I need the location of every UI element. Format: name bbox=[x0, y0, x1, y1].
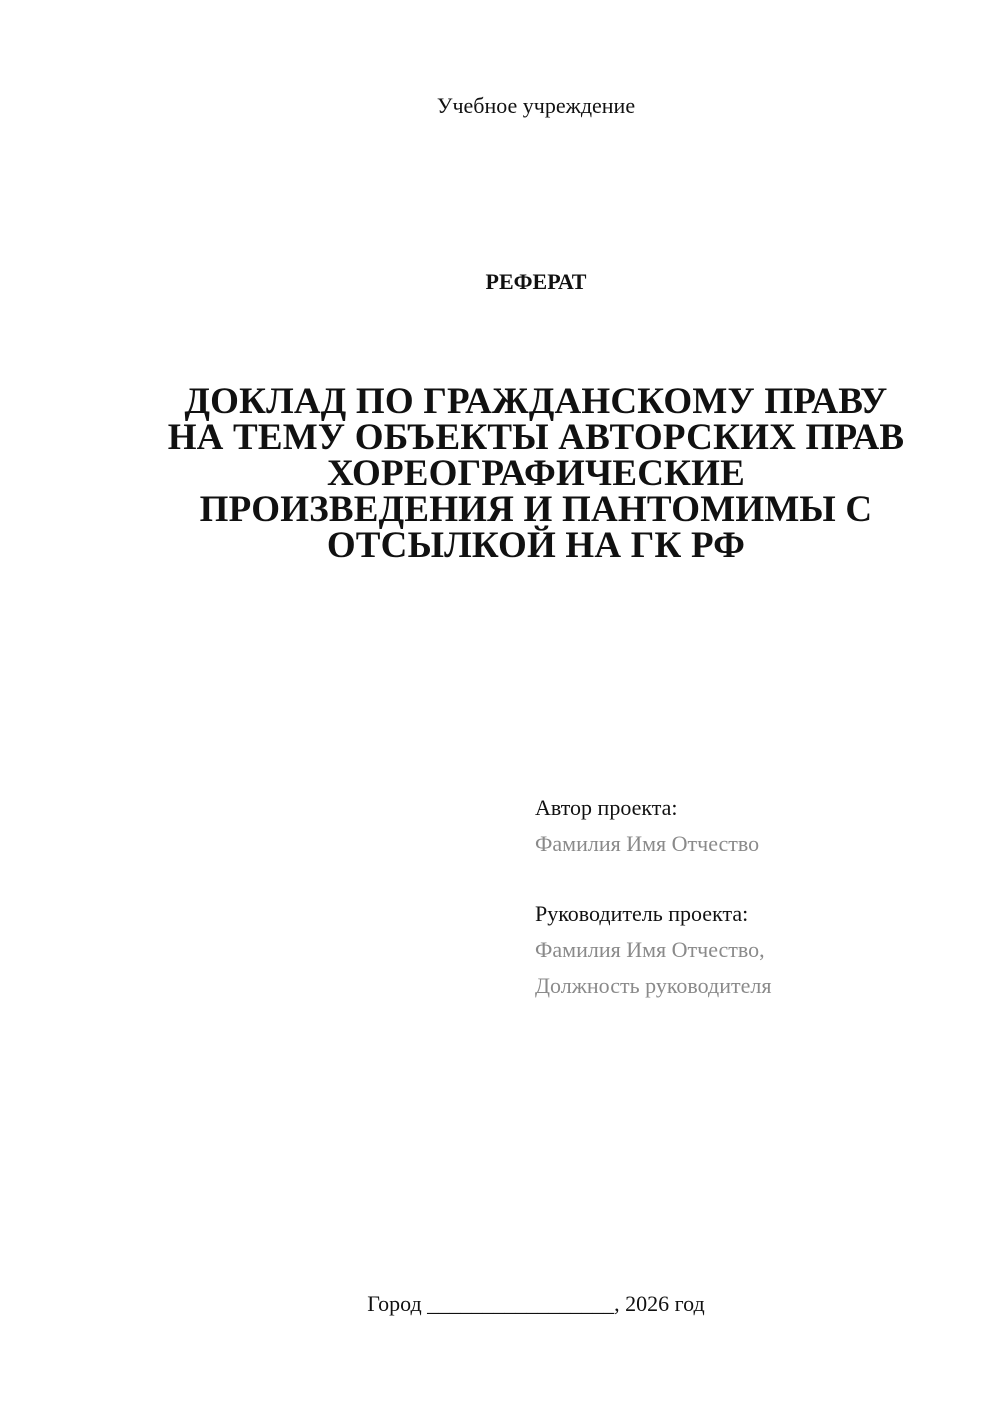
title-line: НА ТЕМУ ОБЪЕКТЫ АВТОРСКИХ ПРАВ bbox=[167, 417, 905, 458]
title-line: ДОКЛАД ПО ГРАЖДАНСКОМУ ПРАВУ bbox=[184, 381, 888, 422]
title-line: ПРОИЗВЕДЕНИЯ И ПАНТОМИМЫ С bbox=[199, 489, 873, 530]
document-type: РЕФЕРАТ bbox=[485, 269, 587, 294]
document-title bbox=[110, 381, 962, 566]
spacer bbox=[535, 862, 975, 896]
title-line: ХОРЕОГРАФИЧЕСКИЕ bbox=[326, 453, 746, 494]
city-year-line: Город _________________, 2026 год bbox=[367, 1291, 705, 1316]
supervisor-name: Фамилия Имя Отчество, bbox=[535, 937, 765, 962]
supervisor-position: Должность руководителя bbox=[535, 973, 772, 998]
author-label: Автор проекта: bbox=[535, 795, 678, 820]
title-line: ОТСЫЛКОЙ НА ГК РФ bbox=[326, 525, 746, 566]
author-name: Фамилия Имя Отчество bbox=[535, 831, 760, 856]
supervisor-label: Руководитель проекта: bbox=[535, 901, 749, 926]
project-info bbox=[535, 790, 975, 1004]
institution-name: Учебное учреждение bbox=[436, 93, 636, 118]
